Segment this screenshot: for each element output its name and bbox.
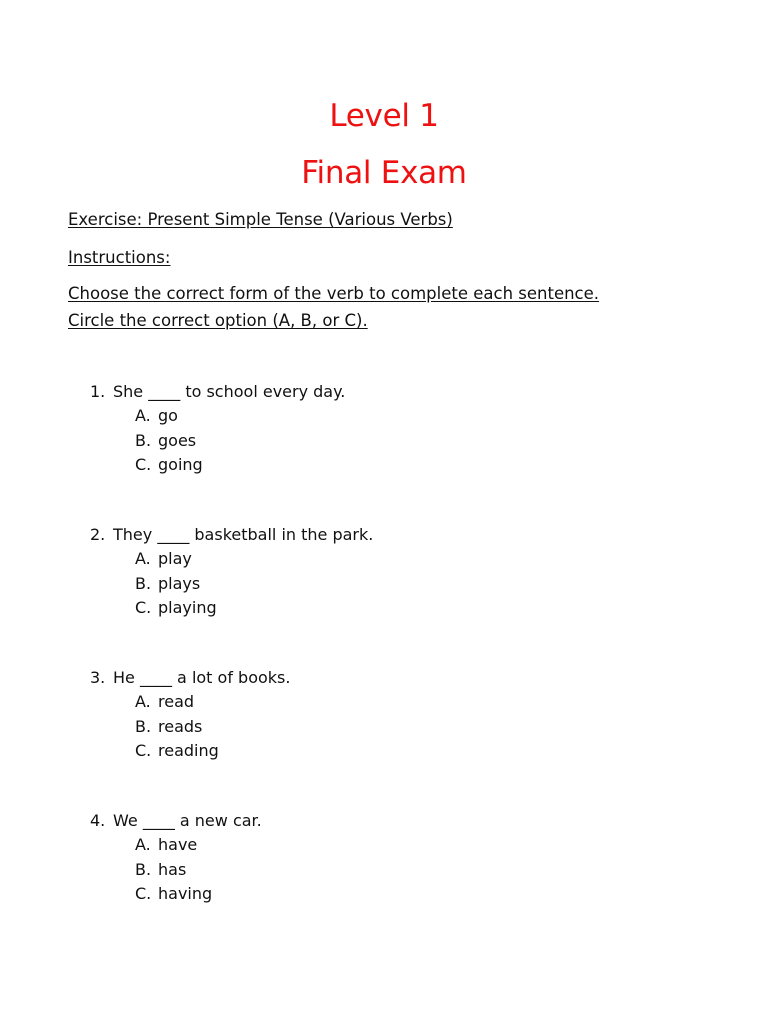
option-letter: B. [135, 430, 152, 450]
option-text: play [158, 549, 192, 568]
option-letter: C. [135, 598, 152, 617]
instructions-line-1: Choose the correct form of the verb to complete each sentence. [68, 284, 600, 303]
instructions-heading: Instructions: [68, 248, 171, 267]
option-letter: C. [135, 741, 152, 760]
option-text: read [158, 692, 195, 711]
option-letter: B. [135, 573, 152, 593]
option-letter: C. [135, 455, 152, 474]
option-letter: A. [135, 406, 151, 425]
question-text: He ____ a lot of books. [113, 668, 291, 687]
exam-title: Final Exam [301, 155, 467, 191]
option-text: having [158, 884, 213, 903]
option-text: going [158, 455, 203, 474]
option-text: have [158, 835, 198, 854]
option-text: playing [158, 598, 217, 617]
option-text: reading [158, 741, 219, 760]
option-text: go [158, 406, 178, 425]
exercise-heading: Exercise: Present Simple Tense (Various Verbs) [68, 210, 453, 229]
question-number: 1. [90, 382, 106, 401]
instructions-line-2: Circle the correct option (A, B, or C). [68, 311, 368, 330]
option-letter: A. [135, 692, 151, 711]
option-letter: C. [135, 884, 152, 903]
level-title: Level 1 [329, 98, 439, 134]
option-text: reads [158, 716, 203, 736]
option-letter: A. [135, 835, 151, 854]
option-text: goes [158, 430, 197, 450]
option-text: plays [158, 573, 201, 593]
question-text: They ____ basketball in the park. [113, 525, 374, 544]
option-letter: A. [135, 549, 151, 568]
question-number: 2. [90, 525, 106, 544]
question-number: 4. [90, 811, 106, 830]
question-text: We ____ a new car. [113, 811, 262, 830]
question-text: She ____ to school every day. [113, 382, 346, 401]
option-text: has [158, 859, 187, 879]
option-letter: B. [135, 859, 152, 879]
option-letter: B. [135, 716, 152, 736]
question-number: 3. [90, 668, 106, 687]
